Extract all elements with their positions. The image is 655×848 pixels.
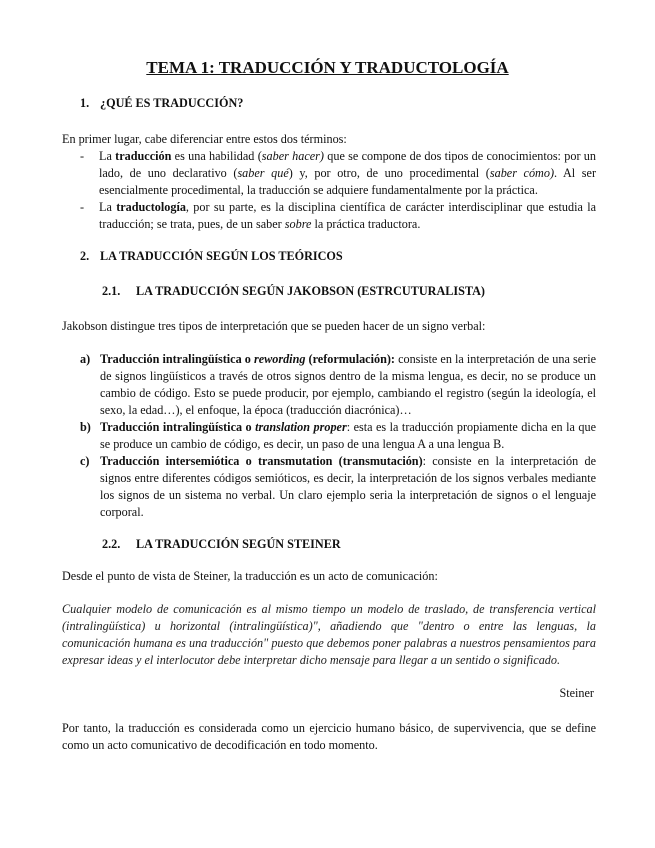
quote-author: Steiner: [559, 686, 594, 700]
section-2-2-heading: [102, 537, 341, 552]
section-2-title: LA TRADUCCIÓN SEGÚN LOS TEÓRICOS: [100, 249, 343, 263]
type-description: : consiste en la interpretación de signos entre diferentes códigos semióticos, es decir, la interpretación de los signos verbales mediante los signos de un sistema no verbal. Un claro ejemplo seria la interpretación de signos o el lenguaje corporal.: [100, 454, 596, 519]
type-description: consiste en la interpretación de una serie de signos lingüísticos a través de otros signos dentro de la misma lengua, es decir, no se produce un cambio de código. Esto se puede producir, por ejemplo, cambiando el registro (según la ideología, el sexo, la edad…), el enfoque, la época (traducción diacrónica)…: [100, 352, 596, 417]
text-run: La: [99, 149, 116, 163]
section-1-heading: [80, 96, 243, 111]
jakobson-types-list: [62, 351, 596, 521]
type-label: Traducción intralingüística o: [100, 420, 256, 434]
section-2-1-title: LA TRADUCCIÓN SEGÚN JAKOBSON (ESTRCUTURALISTA): [136, 284, 485, 298]
jakobson-intro: Jakobson distingue tres tipos de interpretación que se pueden hacer de un signo verbal:: [62, 319, 486, 333]
type-label-term: translation proper: [255, 420, 347, 434]
type-item-c: [62, 453, 596, 521]
terms-list: [62, 148, 596, 233]
list-marker: a): [80, 352, 91, 366]
type-label-term: rewording: [253, 352, 306, 366]
text-run: , por su parte, es la disciplina científica de carácter interdisciplinar que estudia la traducción; se trata, pues, de un saber: [99, 200, 597, 231]
type-item-a: [62, 351, 596, 419]
text-run: . Al ser esencialmente procedimental, la traducción se adquiere fundamentalmente por la práctica.: [99, 166, 596, 197]
term-traductologia: traductología: [116, 200, 186, 214]
emphasis-saber-como: saber cómo): [489, 166, 555, 180]
list-marker: -: [80, 149, 85, 163]
type-description: : esta es la traducción propiamente dicha en la que se produce un cambio de código, es decir, un paso de una lengua A a una lengua B.: [100, 420, 597, 451]
term-traduccion: traducción: [115, 149, 172, 163]
list-marker: c): [80, 454, 90, 468]
steiner-quote: Cualquier modelo de comunicación es al mismo tiempo un modelo de traslado, de transferencia vertical (intralingüística) u horizontal (intralingüística)", añadiendo que "dentro o entre las lenguas, la comunicación humana es una traducción" puesto que debemos poner palabras a nuestros pensamientos para expresar ideas y el interlocutor debe interpretar dicho mensaje para llegar a un sentido o significado.: [62, 602, 596, 667]
section-2-2-title: LA TRADUCCIÓN SEGÚN STEINER: [136, 537, 341, 551]
intro-paragraph: En primer lugar, cabe diferenciar entre estos dos términos:: [62, 132, 347, 146]
section-2-2-number: 2.2.: [102, 537, 121, 551]
text-run: es una habilidad (: [171, 149, 262, 163]
type-label: Traducción intralingüística o: [100, 352, 254, 366]
section-2-1-heading: [102, 284, 485, 299]
section-2-1-number: 2.1.: [102, 284, 121, 298]
type-item-b: [62, 419, 596, 453]
text-run: ) y, por otro, de uno procedimental (: [288, 166, 490, 180]
type-label-suffix: (reformulación):: [305, 352, 395, 366]
section-2-heading: [80, 249, 343, 264]
list-marker: b): [80, 420, 91, 434]
text-run: que se compone de dos tipos de conocimientos: por un lado, de uno declarativo (: [99, 149, 596, 180]
emphasis-saber-hacer: saber hacer): [261, 149, 324, 163]
page-title: TEMA 1: TRADUCCIÓN Y TRADUCTOLOGÍA: [146, 58, 509, 77]
text-run: La: [99, 200, 117, 214]
steiner-intro: Desde el punto de vista de Steiner, la traducción es un acto de comunicación:: [62, 569, 438, 583]
emphasis-sobre: sobre: [284, 217, 312, 231]
text-run: la práctica traductora.: [311, 217, 421, 231]
section-1-title: ¿QUÉ ES TRADUCCIÓN?: [100, 96, 244, 110]
term-item-traductologia: [62, 199, 596, 233]
emphasis-saber-que: saber qué: [237, 166, 289, 180]
type-label: Traducción intersemiótica o transmutation (transmutación): [100, 454, 423, 468]
list-marker: -: [80, 200, 85, 214]
section-1-number: 1.: [80, 96, 90, 110]
section-2-number: 2.: [80, 249, 90, 263]
term-item-traduccion: [62, 148, 596, 199]
conclusion-paragraph: Por tanto, la traducción es considerada como un ejercicio humano básico, de supervivencia, que se define como un acto comunicativo de decodificación en todo momento.: [62, 721, 596, 752]
